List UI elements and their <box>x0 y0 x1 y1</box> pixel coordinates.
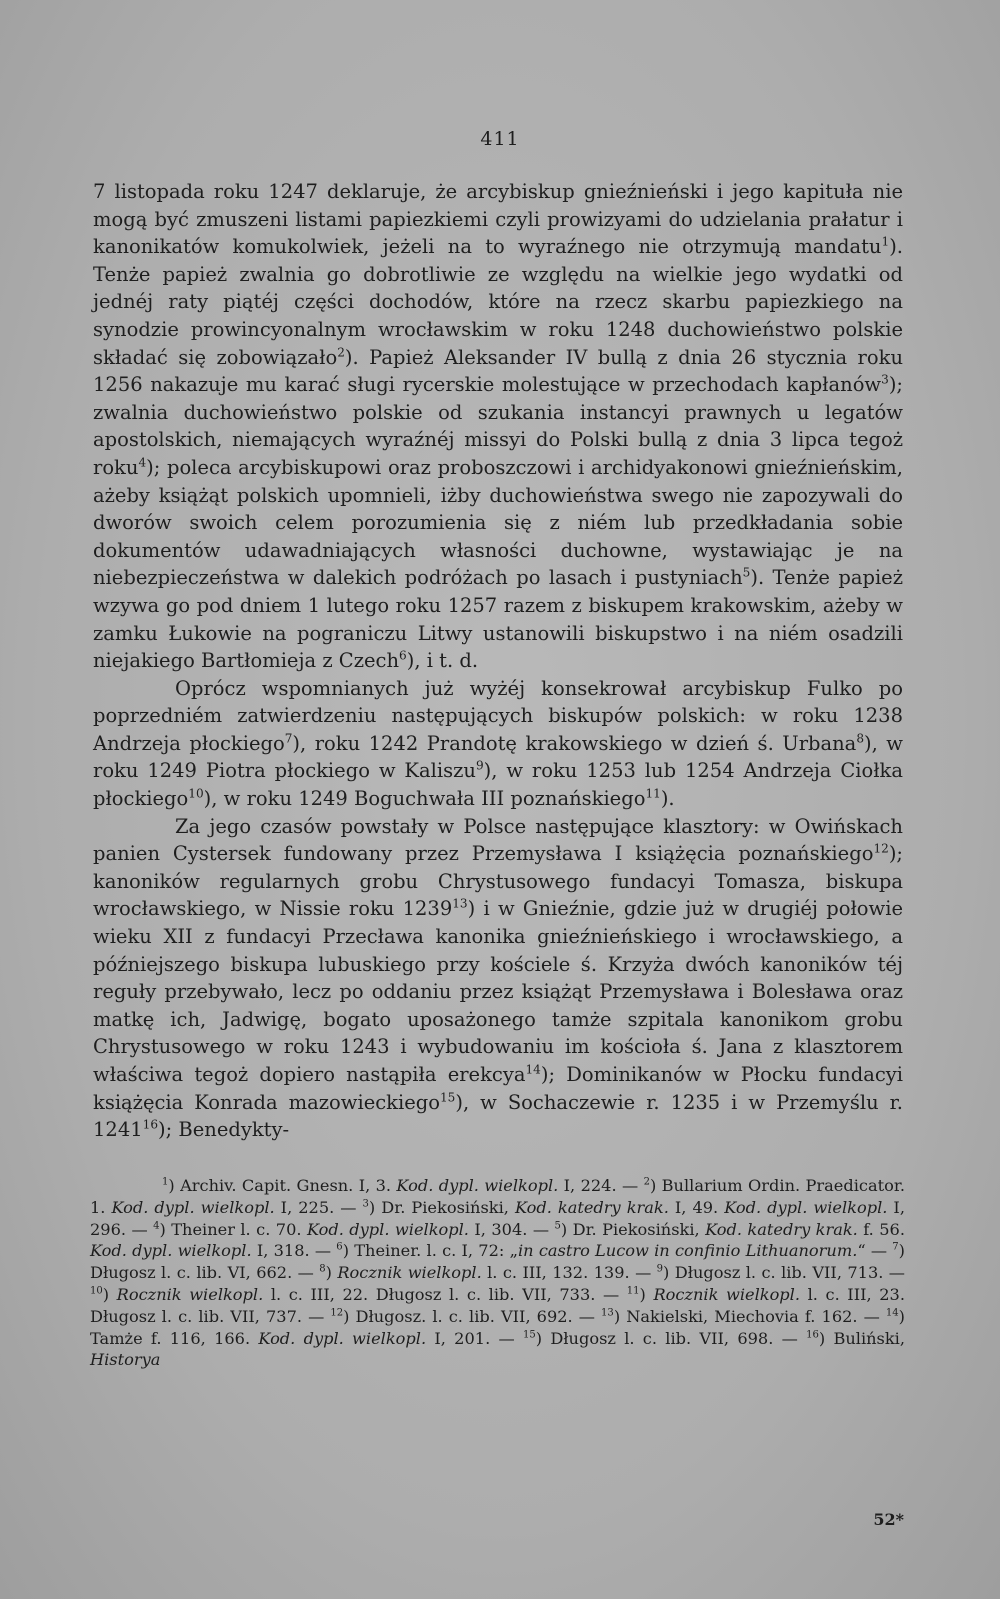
text-run: I, 296. — <box>90 1197 905 1239</box>
page-number: 411 <box>480 128 520 150</box>
body-paragraph <box>93 675 903 813</box>
footnote-marker: 15 <box>522 1329 536 1341</box>
text-run: ), w roku 1249 Piotra płockiego w Kaliszu <box>93 731 903 783</box>
text-run: ); Dominikanów w Płocku fundacyi książęcia Konrada mazowieckiego <box>93 1063 903 1114</box>
text-run: ) Długosz l. c. lib. VI, 662. — <box>90 1241 905 1283</box>
text-run: l. c. III, 22. Długosz l. c. lib. VII, 733. — <box>263 1284 627 1304</box>
italic-title: Kod. dypl. wielkopl. <box>90 1241 252 1261</box>
italic-title: Historya <box>90 1350 161 1370</box>
italic-title: Kod. dypl. wielkopl. <box>724 1197 888 1217</box>
footnote-marker: 7 <box>892 1242 899 1253</box>
footnote-marker: 13 <box>601 1307 614 1319</box>
text-run: I, 49. <box>668 1197 725 1217</box>
footnote-marker: 13 <box>452 896 468 911</box>
footnote-marker: 10 <box>188 786 204 801</box>
text-run: f. 56. <box>857 1219 905 1239</box>
italic-title: Rocznik wielkopl. <box>337 1263 482 1283</box>
text-run: I, 318. — <box>251 1241 337 1261</box>
text-run: ) Długosz l. c. lib. VII, 698. — <box>535 1328 807 1348</box>
italic-title: Kod. dypl. wielkopl. <box>396 1176 559 1195</box>
text-run: ) Dr. Piekosiński, <box>368 1197 515 1217</box>
footnotes <box>90 1175 905 1371</box>
text-run: ) Theiner. l. c. I, 72: „ <box>342 1241 518 1261</box>
text-run: ) Długosz. l. c. lib. VII, 692. — <box>343 1306 602 1326</box>
footnote-marker: 6 <box>399 648 407 663</box>
footnote-marker: 10 <box>90 1285 103 1297</box>
footnote-marker: 1 <box>881 234 890 249</box>
text-run: ) Buliński, <box>818 1328 905 1348</box>
text-run: “ — <box>857 1241 893 1261</box>
text-run: ), roku 1242 Prandotę krakowskiego w dzień ś. Urbana <box>292 731 857 755</box>
footnote-marker: 16 <box>806 1329 819 1341</box>
text-run: ) Nakielski, Miechovia f. 162. — <box>613 1306 886 1326</box>
text-run: Za jego czasów powstały w Polsce następujące klasztory: w Owińskach panien Cystersek fundowany przez Przemysława I książęcia poznańskiego <box>93 814 903 866</box>
text-run: ) <box>325 1263 338 1283</box>
footnote-marker: 5 <box>554 1220 561 1232</box>
text-run: I, 304. — <box>468 1219 555 1239</box>
italic-title: Kod. katedry krak. <box>705 1219 858 1239</box>
text-run: ). Papież Aleksander IV bullą z dnia 26 stycznia roku 1256 nakazuje mu karać sługi rycerskie molestujące w przechodach kapłanów <box>93 345 903 397</box>
footnote-marker: 2 <box>337 345 345 360</box>
text-run: ). Tenże papież wzywa go pod dniem 1 lutego roku 1257 razem z biskupem krakowskim, ażeby w zamku Łukowie na pograniczu Litwy ustanowili biskupstwo i na niém osadzili niejakiego Bartłomieja z Czech <box>93 566 903 673</box>
footnote-marker: 15 <box>439 1090 456 1105</box>
text-run: ) Theiner l. c. 70. <box>159 1219 307 1239</box>
text-run: ) <box>102 1284 117 1304</box>
text-run: ) Bullarium Ordin. Praedicator. 1. <box>90 1176 905 1217</box>
footnote-marker: 14 <box>885 1307 899 1319</box>
footnote-marker: 3 <box>362 1198 369 1210</box>
text-run: I, 201. — <box>426 1328 523 1348</box>
text-run: I, 225. — <box>274 1197 363 1217</box>
italic-title: in castro Lucow in confinio Lithuanorum. <box>517 1241 858 1261</box>
footnote-marker: 1 <box>162 1176 169 1188</box>
footnote-marker: 8 <box>319 1263 326 1275</box>
italic-title: Kod. dypl. wielkopl. <box>111 1197 275 1217</box>
text-run: ). Tenże papież zwalnia go dobrotliwie ze względu na wielkie jego wydatki od jednéj raty piątéj części dochodów, które na rzecz skarbu papiezkiego na synodzie prowincyonalnym wrocławskim w roku 1248 duchowieństwo polskie składać się zobowiązało <box>93 235 903 369</box>
text-run: l. c. III, 23. Długosz l. c. lib. VII, 737. — <box>90 1284 905 1326</box>
footnote-marker: 16 <box>142 1117 159 1132</box>
text-run: l. c. III, 132. 139. — <box>481 1263 657 1283</box>
footnote-marker: 9 <box>656 1263 664 1275</box>
text-run: ); poleca arcybiskupowi oraz proboszczowi i archidyakonowi gnieźnieńskim, ażeby książąt polskich upomnieli, iżby duchowieństwa swego nie zapozywali do dworów swoich celem porozumienia się z niém lub przedkładania sobie dokumentów udawadniających własności duchowne, wystawiając je na niebezpieczeństwa w dalekich podróżach po lasach i pustyniach <box>93 455 903 590</box>
body-paragraph <box>93 178 903 675</box>
footnote-marker: 4 <box>153 1220 160 1232</box>
text-run: ); zwalnia duchowieństwo polskie od szukania instancyi prawnych u legatów apostolskich, niemających wyraźnéj missyi do Polski bullą z dnia 3 lipca tegoż roku <box>93 373 903 479</box>
text-run: ) Archiv. Capit. Gnesn. I, 3. <box>168 1176 397 1195</box>
footnote-marker: 2 <box>643 1176 650 1188</box>
text-run: ), w roku 1253 lub 1254 Andrzeja Ciołka płockiego <box>93 759 903 811</box>
footnote-marker: 8 <box>856 731 864 746</box>
footnote-marker: 5 <box>742 565 751 580</box>
text-run: ) <box>639 1284 654 1304</box>
text-run: ), i t. d. <box>406 649 479 673</box>
footnote-marker: 11 <box>626 1285 640 1297</box>
footnote-marker: 12 <box>330 1307 344 1319</box>
text-run: ), w roku 1249 Boguchwała III poznańskiego <box>203 787 646 811</box>
text-run: ); Benedykty- <box>158 1118 290 1142</box>
footnote-marker: 9 <box>475 758 484 773</box>
footnote-paragraph <box>90 1175 905 1371</box>
text-run: ); kanoników regularnych grobu Chrystusowego fundacyi Tomasza, biskupa wrocławskiego, w Nissie roku 1239 <box>93 842 903 921</box>
footnote-marker: 11 <box>645 786 661 801</box>
text-run: ). <box>660 787 675 811</box>
text-run: ) i w Gnieźnie, gdzie już w drugiéj połowie wieku XII z fundacyi Przecława kanonika gnieźnieńskiego i wrocławskiego, a późniejszego biskupa lubuskiego przy kościele ś. Krzyża dwóch kanoników téj reguły przebywało, lecz po oddaniu przez książąt Przemysława i Bolesława oraz matkę ich, Jadwigę, bogato uposażonego tamże szpitala kanonikom grobu Chrystusowego w roku 1243 i wybudowaniu im kościoła ś. Jana z klasztorem właściwa tegoż dopiero nastąpiła erekcya <box>93 897 903 1086</box>
text-run: ) Tamże f. 116, 166. <box>90 1306 905 1348</box>
text-run: 7 listopada roku 1247 deklaruje, że arcybiskup gnieźnieński i jego kapituła nie mogą być zmuszeni listami papiezkiemi czyli prowizyami do udzielania prałatur i kanonikatów komukolwiek, jeżeli na to wyraźnego nie otrzymują mandatu <box>93 180 903 259</box>
main-text <box>93 178 903 1144</box>
footnote-marker: 12 <box>873 841 889 856</box>
footnote-marker: 3 <box>881 372 889 387</box>
text-run: ), w Sochaczewie r. 1235 i w Przemyślu r. 1241 <box>93 1090 903 1142</box>
italic-title: Rocznik wielkopl. <box>116 1284 264 1304</box>
footnote-marker: 6 <box>336 1242 343 1253</box>
footnote-marker: 14 <box>525 1062 541 1077</box>
italic-title: Kod. dypl. wielkopl. <box>258 1328 427 1348</box>
footnote-marker: 4 <box>138 455 147 470</box>
text-run: ) Dr. Piekosiński, <box>560 1219 706 1239</box>
text-run: I, 224. — <box>558 1176 644 1195</box>
printer-signature-mark: 52* <box>873 1510 904 1529</box>
text-run: Oprócz wspomnianych już wyżéj konsekrował arcybiskup Fulko po poprzedniém zatwierdzeniu następujących biskupów polskich: w roku 1238 Andrzeja płockiego <box>93 676 903 755</box>
body-paragraph <box>93 813 903 1144</box>
italic-title: Kod. dypl. wielkopl. <box>306 1219 469 1239</box>
italic-title: Kod. katedry krak. <box>514 1197 669 1217</box>
italic-title: Rocznik wielkopl. <box>653 1284 800 1304</box>
footnote-marker: 7 <box>284 731 293 746</box>
text-run: ) Długosz l. c. lib. VII, 713. — <box>663 1263 905 1283</box>
